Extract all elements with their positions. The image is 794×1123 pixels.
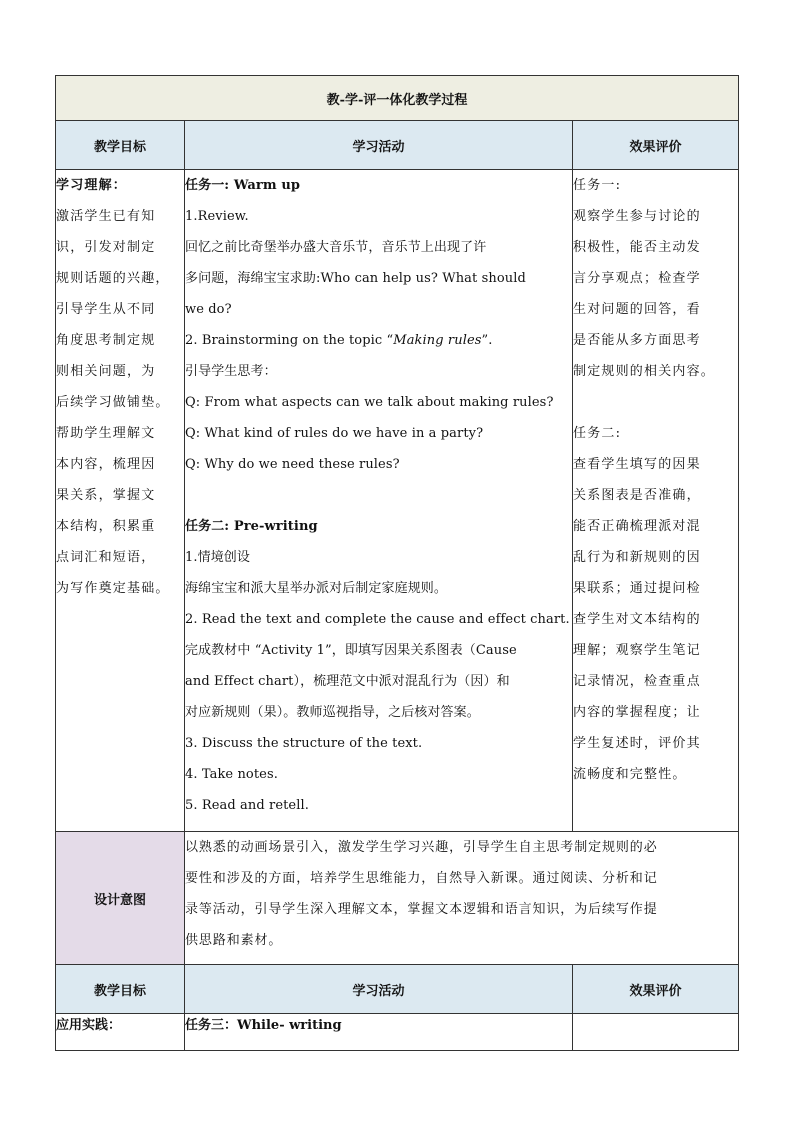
task3-heading: 任务三：While- writing [185,1014,573,1051]
goal-line: 则相关问题，为 [56,364,156,379]
eval-line: 查看学生填写的因果 [573,457,701,472]
brainstorm-topic: Making rules [393,333,482,348]
goal-label: 学习理解： [56,178,128,193]
eval-line: 制定规则的相关内容。 [573,364,716,379]
eval-line: 内容的掌握程度；让 [573,705,701,720]
activity-cell [185,170,573,832]
question-2: Q: What kind of rules do we have in a party? [185,426,484,441]
goal-line: 点词汇和短语， [56,550,156,565]
eval-line: 乱行为和新规则的因 [573,550,701,565]
question-1: Q: From what aspects can we talk about making rules? [185,395,554,410]
design-line: 要性和涉及的方面，培养学生思维能力，自然导入新课。通过阅读、分析和记 [185,871,658,886]
eval-line: 能否正确梳理派对混 [573,519,701,534]
design-intent-label: 设计意图 [56,832,185,965]
question-3: Q: Why do we need these rules? [185,457,400,472]
goal-line: 果关系，掌握文 [56,488,156,503]
task1-heading: 任务一: Warm up [185,178,301,193]
header-evaluation: 效果评价 [573,121,739,170]
recall-line: 回忆之前比奇堡举办盛大音乐节，音乐节上出现了许 [185,240,487,255]
brainstorm-line [185,325,572,356]
guide-line: 引导学生思考： [185,364,277,379]
goal-line: 为写作奠定基础。 [56,581,170,596]
design-line: 录等活动，引导学生深入理解文本，掌握文本逻辑和语言知识，为后续写作提 [185,902,658,917]
complete-line: 完成教材中 “Activity 1”，即填写因果关系图表（Cause [185,643,517,658]
goal-line: 后续学习做铺垫。 [56,395,170,410]
eval-line: 记录情况，检查重点 [573,674,701,689]
design-line: 以熟悉的动画场景引入，激发学生学习兴趣，引导学生自主思考制定规则的必 [185,840,658,855]
eval-line: 理解；观察学生笔记 [573,643,701,658]
design-line: 供思路和素材。 [185,933,283,948]
goal-line: 识，引发对制定 [56,240,156,255]
scene-line: 1.情境创设 [185,550,251,565]
eval-line: 学生复述时，评价其 [573,736,701,751]
complete-line: and Effect chart），梳理范文中派对混乱行为（因）和 [185,674,510,689]
evaluation-cell [573,170,739,832]
review-line: 1.Review. [185,209,249,224]
eval-line: 生对问题的回答，看 [573,302,701,317]
goal-line: 帮助学生理解文 [56,426,156,441]
read-line: 2. Read the text and complete the cause and effect chart. [185,612,570,627]
complete-line: 对应新规则（果）。教师巡视指导，之后核对答案。 [185,705,480,720]
eval-line: 言分享观点；检查学 [573,271,701,286]
eval-task1-label: 任务一: [573,178,622,193]
goal-line: 引导学生从不同 [56,302,156,317]
eval-line: 积极性，能否主动发 [573,240,701,255]
goal-cell [56,170,185,832]
table-title: 教-学-评一体化教学过程 [56,76,739,121]
eval-line: 果联系；通过提问检 [573,581,701,596]
goal-line: 激活学生已有知 [56,209,156,224]
header-goal: 教学目标 [56,121,185,170]
apply-practice-label: 应用实践： [56,1014,185,1051]
recall-line: we do? [185,302,232,317]
goal-line: 规则话题的兴趣， [56,271,170,286]
recall-line: 多问题，海绵宝宝求助:Who can help us? What should [185,271,526,286]
eval-task2-label: 任务二: [573,426,622,441]
retell-line: 5. Read and retell. [185,798,309,813]
header-activity: 学习活动 [185,121,573,170]
header-goal-2: 教学目标 [56,965,185,1014]
goal-line: 本结构，积累重 [56,519,156,534]
notes-line: 4. Take notes. [185,767,278,782]
discuss-line: 3. Discuss the structure of the text. [185,736,423,751]
eval-line: 查学生对文本结构的 [573,612,701,627]
goal-line: 本内容，梳理因 [56,457,156,472]
empty-eval-cell [573,1014,739,1051]
task2-heading: 任务二: Pre-writing [185,519,318,534]
lesson-plan-table [55,75,739,1051]
eval-line: 关系图表是否准确， [573,488,701,503]
eval-line: 是否能从多方面思考 [573,333,701,348]
header-activity-2: 学习活动 [185,965,573,1014]
brainstorm-post: ”. [481,333,493,348]
scene-text: 海绵宝宝和派大星举办派对后制定家庭规则。 [185,581,448,596]
eval-line: 流畅度和完整性。 [573,767,687,782]
header-evaluation-2: 效果评价 [573,965,739,1014]
design-intent-text [185,832,739,965]
brainstorm-pre: 2. Brainstorming on the topic “ [185,333,394,348]
goal-line: 角度思考制定规 [56,333,156,348]
eval-line: 观察学生参与讨论的 [573,209,701,224]
